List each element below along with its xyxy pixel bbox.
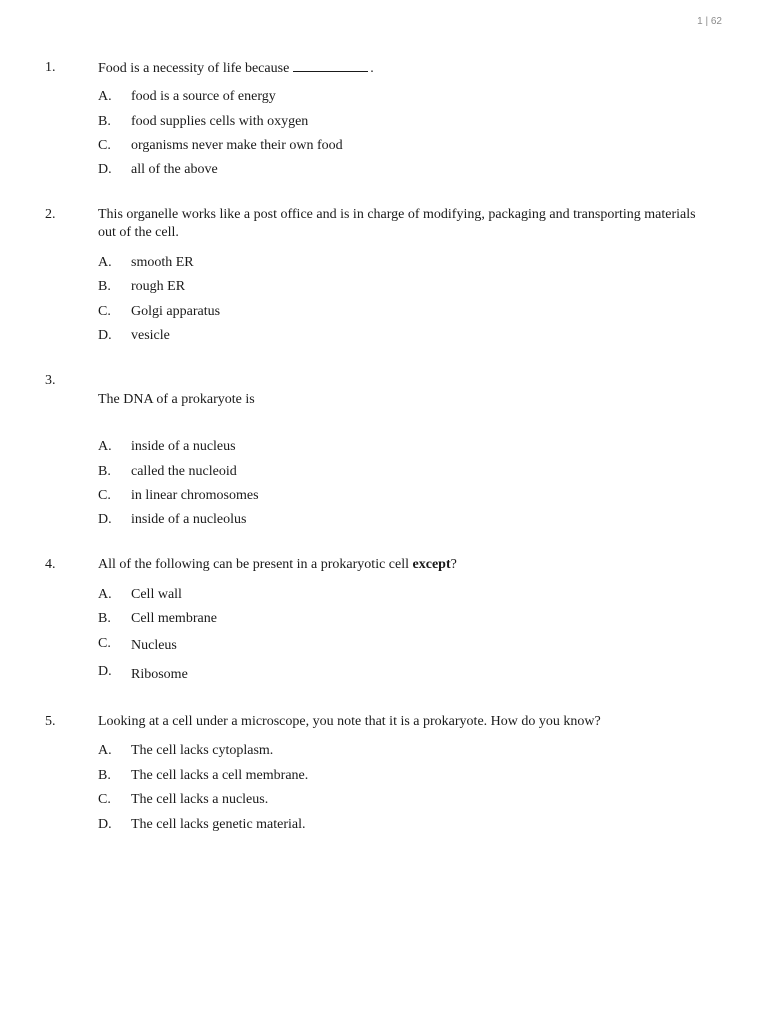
option-4b[interactable] <box>0 610 700 628</box>
option-letter: C. <box>98 636 111 651</box>
option-letter: C. <box>98 792 111 807</box>
option-letter: B. <box>98 279 111 294</box>
question-number: 2. <box>45 207 56 222</box>
option-text: smooth ER <box>131 255 194 270</box>
option-text: Cell wall <box>131 587 182 602</box>
option-letter: D. <box>98 512 112 527</box>
page-number: 1 | 62 <box>697 16 722 27</box>
option-5d[interactable] <box>0 816 700 834</box>
option-text: vesicle <box>131 328 170 343</box>
answer-blank <box>293 59 368 72</box>
question-stem: Looking at a cell under a microscope, you note that it is a prokaryote. How do you know? <box>98 714 601 729</box>
option-4c[interactable] <box>0 635 700 653</box>
option-2c[interactable] <box>0 303 700 321</box>
question-number: 1. <box>45 60 56 75</box>
option-3b[interactable] <box>0 463 700 481</box>
option-text: Cell membrane <box>131 611 217 626</box>
option-letter: D. <box>98 817 112 832</box>
option-letter: A. <box>98 255 112 270</box>
option-1a[interactable] <box>0 88 700 106</box>
option-5c[interactable] <box>0 791 700 809</box>
option-letter: B. <box>98 768 111 783</box>
option-letter: C. <box>98 304 111 319</box>
option-letter: A. <box>98 439 112 454</box>
question-number: 3. <box>45 373 56 388</box>
option-4a[interactable] <box>0 586 700 604</box>
option-text: organisms never make their own food <box>131 138 343 153</box>
option-letter: D. <box>98 664 112 679</box>
option-letter: A. <box>98 587 112 602</box>
question-stem <box>98 59 698 78</box>
option-2a[interactable] <box>0 254 700 272</box>
option-1c[interactable] <box>0 137 700 155</box>
option-letter: B. <box>98 464 111 479</box>
option-3d[interactable] <box>0 511 700 529</box>
option-letter: B. <box>98 114 111 129</box>
option-text: called the nucleoid <box>131 464 237 479</box>
option-5a[interactable] <box>0 742 700 760</box>
option-text: rough ER <box>131 279 186 294</box>
stem-text: All of the following can be present in a prokaryotic cell <box>98 557 410 572</box>
option-letter: D. <box>98 328 112 343</box>
option-3a[interactable] <box>0 438 700 456</box>
stem-end: . <box>370 61 374 76</box>
stem-emphasis: except <box>412 557 451 572</box>
option-2b[interactable] <box>0 278 700 296</box>
option-text: Golgi apparatus <box>131 304 221 319</box>
option-3c[interactable] <box>0 487 700 505</box>
stem-end: ? <box>450 557 457 572</box>
question-stem: This organelle works like a post office and is in charge of modifying, packaging and transporting materials out of the cell. <box>98 207 696 240</box>
option-letter: B. <box>98 611 111 626</box>
option-5b[interactable] <box>0 767 700 785</box>
option-letter: D. <box>98 162 112 177</box>
option-text: all of the above <box>131 162 218 177</box>
option-letter: C. <box>98 488 111 503</box>
option-1d[interactable] <box>0 161 700 179</box>
question-number: 4. <box>45 557 56 572</box>
option-text: in linear chromosomes <box>131 488 259 503</box>
option-letter: C. <box>98 138 111 153</box>
question-stem <box>98 556 698 574</box>
option-letter: A. <box>98 743 112 758</box>
question-stem: The DNA of a prokaryote is <box>98 392 255 407</box>
option-text: The cell lacks a cell membrane. <box>131 768 309 783</box>
option-text: The cell lacks genetic material. <box>131 817 306 832</box>
question-number: 5. <box>45 714 56 729</box>
option-text: inside of a nucleus <box>131 439 236 454</box>
option-text: food is a source of energy <box>131 89 276 104</box>
option-text: inside of a nucleolus <box>131 512 247 527</box>
option-text: food supplies cells with oxygen <box>131 114 309 129</box>
option-text: The cell lacks cytoplasm. <box>131 743 274 758</box>
stem-text: Food is a necessity of life because <box>98 61 290 76</box>
option-letter: A. <box>98 89 112 104</box>
option-text: The cell lacks a nucleus. <box>131 792 269 807</box>
option-text: Ribosome <box>131 667 188 682</box>
option-text: Nucleus <box>131 638 177 653</box>
option-4d[interactable] <box>0 663 700 681</box>
option-1b[interactable] <box>0 113 700 131</box>
option-2d[interactable] <box>0 327 700 345</box>
